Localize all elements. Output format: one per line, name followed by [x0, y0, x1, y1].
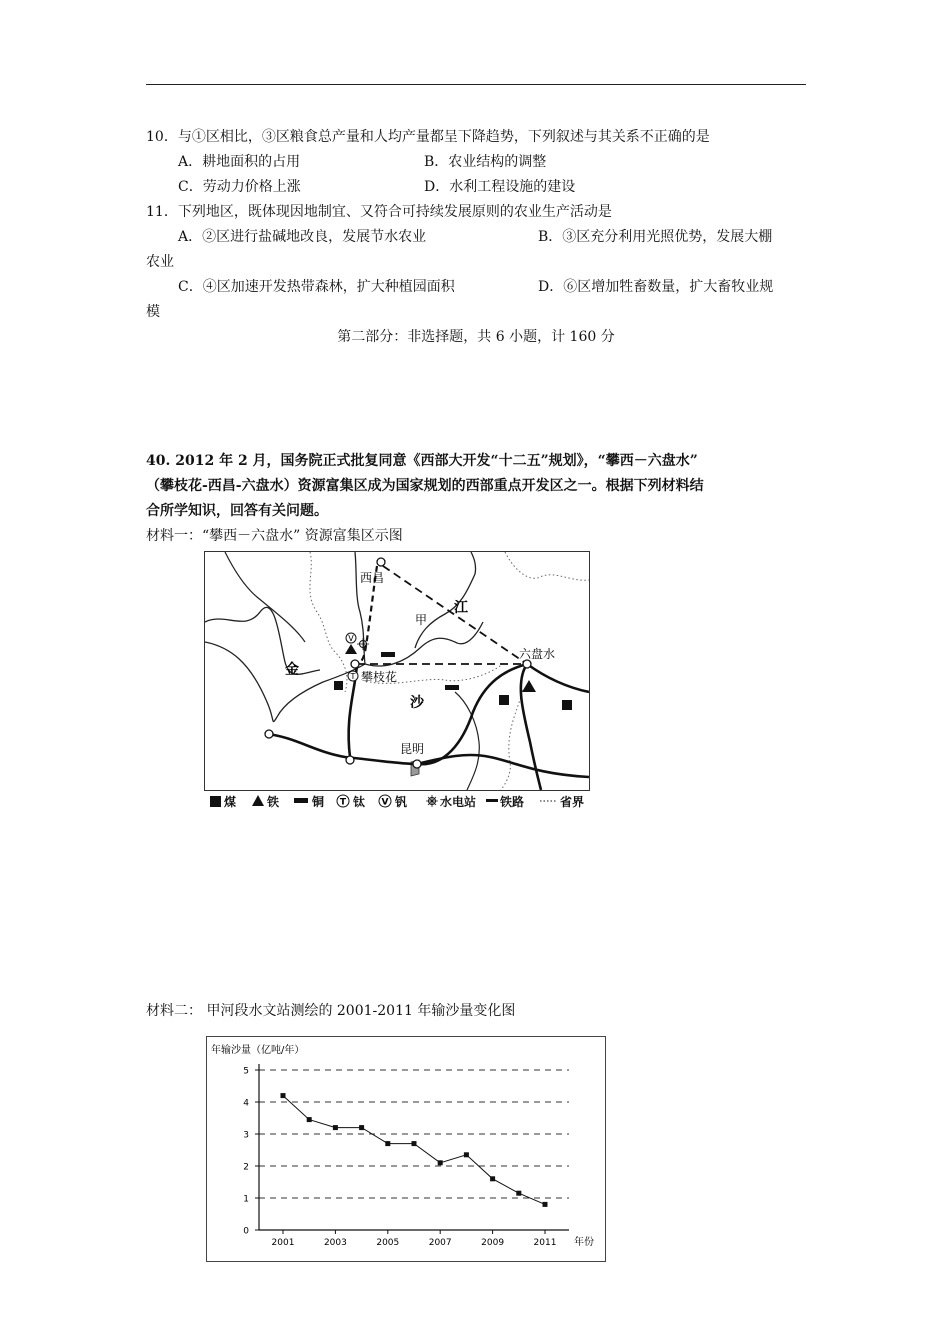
legend-copper-icon — [294, 798, 308, 804]
label-liupanshui: 六盘水 — [519, 647, 556, 661]
titanium-icon — [348, 671, 358, 681]
data-point-2003 — [333, 1125, 338, 1130]
railway-main — [267, 734, 589, 777]
legend-hydro-icon — [426, 795, 438, 807]
data-point-2002 — [307, 1117, 312, 1122]
river-left-branch — [205, 607, 320, 674]
y-tick-label-0: 0 — [243, 1226, 249, 1237]
city-node-south — [346, 756, 354, 764]
legend-titanium-icon — [336, 794, 350, 808]
material1-title: 材料一：“攀西－六盘水” 资源富集区示图 — [146, 528, 403, 544]
data-point-2007 — [438, 1160, 443, 1165]
river-west — [225, 552, 305, 642]
legend-titanium: 钛 — [353, 795, 366, 809]
series-line — [283, 1096, 545, 1205]
coal-icon — [334, 681, 343, 690]
x-tick-label-2007: 2007 — [428, 1238, 452, 1248]
x-tick-label-2001: 2001 — [271, 1238, 295, 1248]
q10-option-a: A．耕地面积的占用 — [178, 154, 301, 170]
label-jin: 金 — [285, 662, 299, 678]
resource-map — [204, 551, 590, 791]
label-sha: 沙 — [410, 695, 424, 711]
railway-kunming-east — [417, 664, 527, 764]
river-jinsha-east — [365, 622, 483, 666]
label-xichang: 西昌 — [360, 571, 385, 585]
legend-iron: 铁 — [267, 795, 280, 809]
railway-lps-east — [527, 664, 589, 692]
legend-boundary-icon — [540, 799, 556, 803]
coal-icon-3 — [562, 700, 572, 710]
legend-iron-icon — [252, 795, 264, 807]
q11-option-d-cont: 模 — [146, 304, 160, 320]
y-tick-label-2: 2 — [243, 1162, 249, 1173]
label-jia: 甲 — [415, 613, 428, 627]
city-node-panzhihua — [351, 660, 359, 668]
y-tick-label-1: 1 — [243, 1194, 249, 1205]
legend-hydro: 水电站 — [440, 795, 477, 809]
y-tick-label-4: 4 — [243, 1098, 249, 1109]
q10-option-d: D．水利工程设施的建设 — [424, 179, 576, 195]
iron-icon — [345, 644, 357, 654]
legend-vanadium: 钒 — [395, 795, 408, 809]
legend-vanadium-icon — [378, 794, 392, 808]
legend-copper: 铜 — [312, 795, 325, 809]
city-node-liupanshui — [523, 660, 531, 668]
q40-line1: 40. 2012 年 2 月，国务院正式批复同意《西部大开发“十二五”规划》，“攀西－六盘水” — [146, 453, 698, 469]
q10-option-b: B．农业结构的调整 — [424, 154, 547, 170]
label-jiang: 江 — [454, 600, 468, 616]
header-rule — [146, 84, 806, 85]
vanadium-icon — [346, 633, 356, 643]
data-point-2001 — [281, 1093, 286, 1098]
svg-text:V: V — [381, 797, 389, 808]
q11-option-b: B．③区充分利用光照优势，发展大棚 — [538, 229, 773, 245]
label-kunming: 昆明 — [400, 742, 425, 756]
q10-stem: 10．与①区相比，③区粮食总产量和人均产量都呈下降趋势，下列叙述与其关系不正确的是 — [146, 129, 710, 145]
sediment-chart — [207, 1037, 605, 1261]
coal-icon-2 — [499, 695, 509, 705]
svg-text:T: T — [350, 672, 356, 681]
q11-option-d: D．⑥区增加牲畜数量，扩大畜牧业规 — [538, 279, 774, 295]
copper-icon — [381, 652, 395, 657]
q40-line2: （攀枝花-西昌-六盘水）资源富集区成为国家规划的西部重点开发区之一。根据下列材料结 — [146, 478, 704, 494]
svg-text:V: V — [348, 634, 354, 643]
iron-icon-2 — [522, 680, 536, 692]
city-node-kunming — [413, 760, 421, 768]
sediment-chart-frame — [206, 1036, 606, 1262]
chart-xlabel: 年份 — [574, 1237, 594, 1248]
city-node-xichang — [377, 558, 385, 566]
resource-map-svg — [205, 552, 589, 790]
data-point-2005 — [385, 1141, 390, 1146]
part2-title: 第二部分：非选择题，共 6 小题，计 160 分 — [337, 329, 615, 345]
q11-option-a: A．②区进行盐碱地改良，发展节水农业 — [178, 229, 427, 245]
x-tick-label-2005: 2005 — [376, 1238, 400, 1248]
legend-railway: 铁路 — [500, 795, 525, 809]
city-node-west — [265, 730, 273, 738]
x-tick-label-2011: 2011 — [533, 1238, 557, 1248]
data-point-2008 — [464, 1152, 469, 1157]
q11-stem: 11．下列地区，既体现因地制宜、又符合可持续发展原则的农业生产活动是 — [146, 204, 612, 220]
material2-title: 材料二： 甲河段水文站测绘的 2001-2011 年输沙量变化图 — [146, 1003, 516, 1019]
label-panzhihua: 攀枝花 — [361, 670, 398, 684]
q11-option-c: C．④区加速开发热带森林，扩大种植园面积 — [178, 279, 455, 295]
y-tick-label-3: 3 — [243, 1130, 249, 1141]
data-point-2009 — [490, 1176, 495, 1181]
x-tick-label-2009: 2009 — [481, 1238, 505, 1248]
data-point-2004 — [359, 1125, 364, 1130]
boundary-3 — [505, 552, 589, 580]
x-tick-label-2003: 2003 — [323, 1238, 347, 1248]
legend-railway-icon — [486, 799, 498, 803]
data-point-2011 — [543, 1202, 548, 1207]
q11-option-b-cont: 农业 — [146, 254, 174, 270]
data-point-2006 — [412, 1141, 417, 1146]
legend-coal-icon — [210, 796, 221, 807]
chart-ylabel: 年输沙量（亿吨/年） — [211, 1045, 305, 1056]
legend-boundary: 省界 — [560, 795, 585, 809]
map-legend — [204, 790, 604, 812]
data-point-2010 — [516, 1191, 521, 1196]
y-tick-label-5: 5 — [243, 1066, 249, 1077]
q10-option-c: C．劳动力价格上涨 — [178, 179, 301, 195]
copper-icon-2 — [445, 685, 459, 690]
q40-line3: 合所学知识，回答有关问题。 — [146, 503, 328, 519]
svg-text:T: T — [339, 797, 347, 808]
legend-coal: 煤 — [224, 795, 237, 809]
